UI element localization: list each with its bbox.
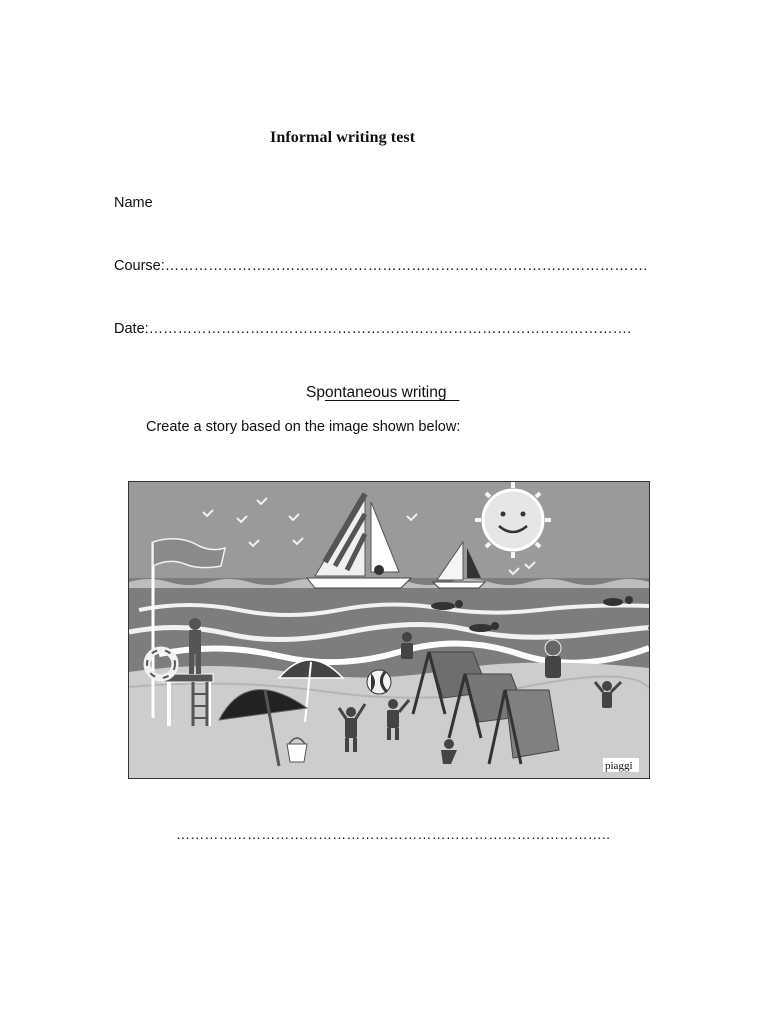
beach-illustration <box>128 481 650 779</box>
name-field-label: Name <box>114 195 153 211</box>
document-title: Informal writing test <box>270 129 416 146</box>
beach-scene-svg <box>129 482 649 778</box>
beach-ball-icon <box>367 670 391 694</box>
sun-icon <box>475 482 551 558</box>
artist-signature: piaggi <box>605 760 633 772</box>
answer-line: ……………………………………………………………………………….. <box>176 826 611 842</box>
date-field-label: Date:………………………………………………………………………………………. <box>114 321 632 337</box>
course-field-label: Course:………………………………………………………………………………………. <box>114 258 648 274</box>
section-heading <box>306 384 459 402</box>
section-heading-underlined: ontaneous writing <box>324 384 460 401</box>
section-heading-prefix: Sp <box>306 384 325 401</box>
instruction-text: Create a story based on the image shown below: <box>146 419 461 435</box>
